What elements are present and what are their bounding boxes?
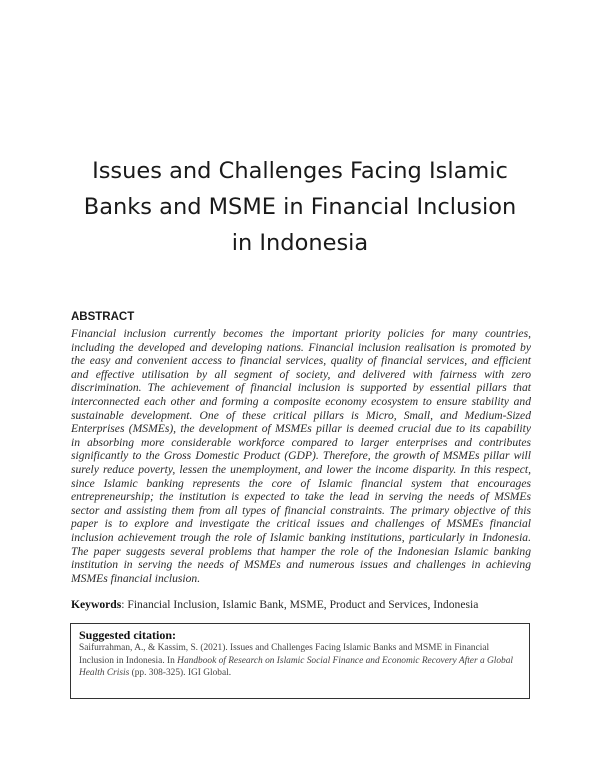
citation-box	[70, 623, 530, 699]
citation-book-title: Handbook of Research on Islamic Social Finance and Economic Recovery After a Global Health Crisis	[79, 655, 514, 679]
abstract-heading: ABSTRACT	[71, 311, 135, 323]
citation-text	[79, 642, 521, 680]
abstract-line: Enterprises (MSMEs), the development of MSMEs pillar is deemed crucial due to its capability	[71, 422, 531, 436]
abstract-line: paper is to explore and investigate the critical issues and challenges of MSMEs financial	[71, 517, 531, 531]
citation-authors: Saifurrahman, A., & Kassim, S. (2021). Issues and Challenges Facing Islamic Banks and MSME in Financial Inclusion in Indonesia. In	[79, 643, 490, 666]
abstract-text	[71, 327, 531, 585]
abstract-line: the easy and convenient access to financial services, quality of financial services, and efficient	[71, 354, 531, 368]
abstract-line: sector and assisting them from all types of financial constraints. The primary objective of this	[71, 503, 531, 517]
title-line: in Indonesia	[231, 230, 369, 256]
keywords	[71, 598, 478, 612]
paper-title	[40, 153, 560, 261]
title-line: Banks and MSME in Financial Inclusion	[83, 194, 517, 220]
abstract-line: in absorbing more considerable workforce compared to larger enterprises and contributes	[71, 435, 531, 449]
abstract-line: sustainable development. One of these critical pillars is Micro, Small, and Medium-Sized	[71, 408, 531, 422]
title-line: Issues and Challenges Facing Islamic	[92, 158, 508, 184]
abstract-line: including the developed and developing nations. Financial inclusion realisation is promoted by	[71, 340, 531, 354]
abstract-line: significantly to the Gross Domestic Product (GDP). Therefore, the growth of MSMEs pillar will	[71, 449, 531, 463]
citation-pages: (pp. 308-325). IGI Global.	[129, 668, 232, 679]
keywords-label: Keywords	[71, 598, 122, 611]
abstract-line: and effective utilisation by all segment of society, and delivered with fairness with zero	[71, 367, 531, 381]
abstract-line: Financial inclusion currently becomes the important priority policies for many countries,	[71, 327, 531, 340]
abstract-line: since Islamic banking represents the core of Islamic financial system that encourages	[71, 476, 531, 490]
abstract-line: entrepreneurship; the institution is expected to take the lead in serving the needs of MSMEs	[71, 490, 531, 504]
abstract-line: surely reduce poverty, lessen the unemployment, and lower the income disparity. In this respect,	[71, 462, 531, 476]
citation-heading: Suggested citation:	[79, 628, 176, 642]
abstract-line: inclusion achievement trough the role of Islamic banking institutions, particularly in Indonesia.	[71, 530, 531, 544]
keywords-text: : Financial Inclusion, Islamic Bank, MSME, Product and Services, Indonesia	[121, 598, 479, 611]
abstract-line: discrimination. The achievement of financial inclusion is supported by essential pillars that	[71, 381, 531, 395]
abstract-line: institution in serving the needs of MSMEs and numerous issues and challenges in achieving	[71, 558, 531, 572]
abstract-line: interconnected each other and forming a composite economy ecosystem to ensure stability and	[71, 394, 531, 408]
abstract-line: MSMEs financial inclusion.	[71, 571, 201, 585]
abstract-line: The paper suggests several problems that hamper the role of the Indonesian Islamic banking	[71, 544, 531, 558]
